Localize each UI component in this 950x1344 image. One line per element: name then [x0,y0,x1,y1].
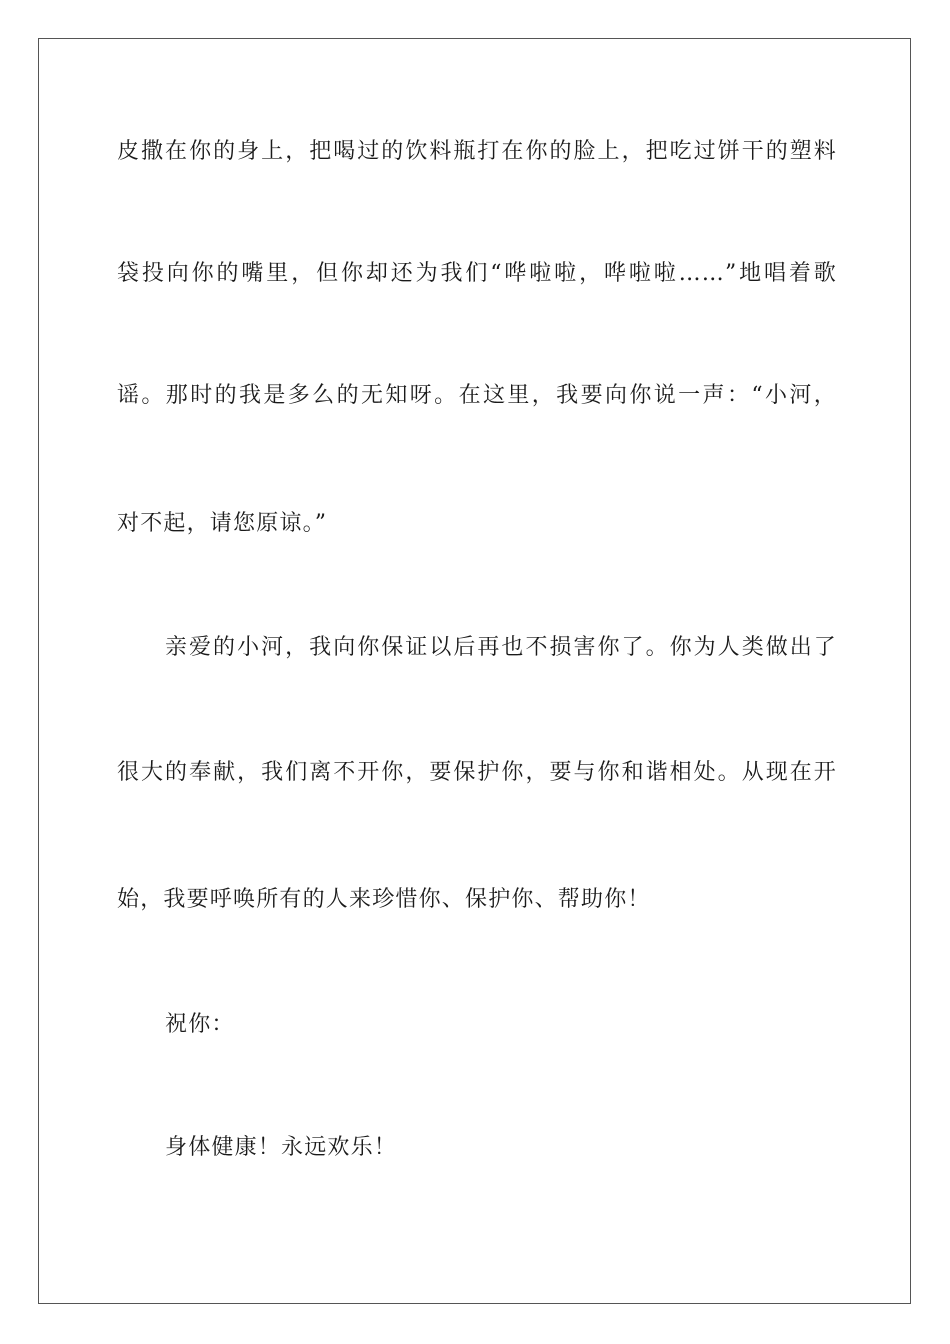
paragraph-start-line: 亲爱的小河，我向你保证以后再也不损害你了。你为人类做出了 [165,635,837,660]
closing-wish: 身体健康！永远欢乐！ [165,1135,398,1160]
page-border [38,38,911,1304]
text-line: 皮撒在你的身上，把喝过的饮料瓶打在你的脸上，把吃过饼干的塑料 [117,139,837,164]
closing-salutation: 祝你： [165,1012,235,1037]
text-line: 谣。那时的我是多么的无知呀。在这里，我要向你说一声：“小河， [117,383,837,408]
text-line: 袋投向你的嘴里，但你却还为我们“哗啦啦，哗啦啦……”地唱着歌 [117,261,837,286]
text-line: 对不起，请您原谅。” [117,511,328,536]
text-line: 始，我要呼唤所有的人来珍惜你、保护你、帮助你！ [117,887,651,912]
text-line: 很大的奉献，我们离不开你，要保护你，要与你和谐相处。从现在开 [117,760,837,785]
